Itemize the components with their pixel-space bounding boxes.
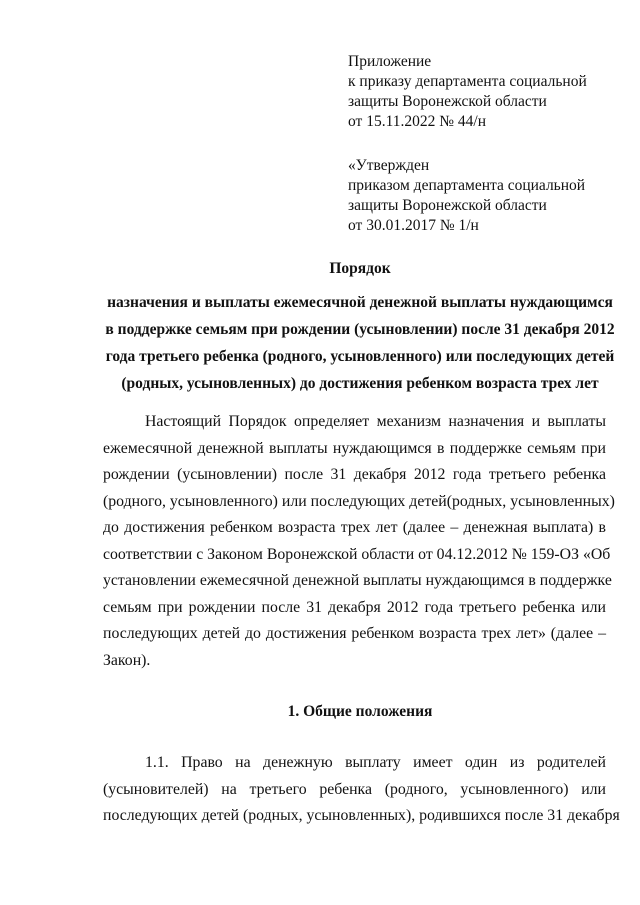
paragraph-line: (усыновителей) на третьего ребенка (родного, усыновленного) или [103, 780, 606, 798]
paragraph-line: рождении (усыновлении) после 31 декабря 2012 года третьего ребенка [103, 466, 606, 483]
appendix-header [348, 52, 587, 132]
approved-line: защиты Воронежской области [348, 197, 547, 214]
paragraph-line: Настоящий Порядок определяет механизм назначения и выплаты [145, 413, 606, 430]
paragraph-line: до достижения ребенком возраста трех лет (далее – денежная выплата) в [103, 519, 606, 536]
paragraph-line: соответствии с Законом Воронежской области от 04.12.2012 № 159-ОЗ «Об [103, 545, 611, 563]
appendix-line: к приказу департамента социальной [348, 73, 587, 90]
paragraph-line: установлении ежемесячной денежной выплаты нуждающимся в поддержке [103, 572, 612, 589]
appendix-line: от 15.11.2022 № 44/н [348, 113, 487, 130]
paragraph-line: 1.1. Право на денежную выплату имеет один из родителей [145, 754, 606, 771]
approved-stamp-text [348, 156, 585, 236]
paragraph-line: (родного, усыновленного) или последующих детей(родных, усыновленных) [103, 492, 615, 510]
section-heading: 1. Общие положения [287, 703, 433, 720]
clause-1-1 [103, 750, 620, 830]
paragraph-line: семьям при рождении после 31 декабря 2012 года третьего ребенка или [103, 598, 606, 616]
paragraph-line: ежемесячной денежной выплаты нуждающимся в поддержке семьям при [103, 439, 606, 457]
paragraph-line: Закон). [103, 651, 151, 669]
intro-paragraph [103, 409, 615, 674]
document-title [60, 259, 640, 397]
title-line: (родных, усыновленных) до достижения ребенком возраста трех лет [121, 375, 599, 392]
title-line: назначения и выплаты ежемесячной денежной выплаты нуждающимся [107, 294, 613, 311]
title-line: в поддержке семьям при рождении (усыновлении) после 31 декабря 2012 [105, 321, 615, 338]
approved-line: от 30.01.2017 № 1/н [348, 217, 479, 234]
approved-line: приказом департамента социальной [348, 177, 586, 194]
appendix-line: защиты Воронежской области [348, 93, 547, 110]
title-heading: Порядок [329, 260, 391, 277]
title-line: года третьего ребенка (родного, усыновленного) или последующих детей [105, 348, 615, 365]
appendix-line: Приложение [348, 53, 432, 70]
paragraph-line: последующих детей (родных, усыновленных), родившихся после 31 декабря [103, 807, 620, 824]
paragraph-line: последующих детей до достижения ребенком возраста трех лет» (далее – [103, 625, 606, 642]
approved-line: «Утвержден [348, 157, 430, 174]
